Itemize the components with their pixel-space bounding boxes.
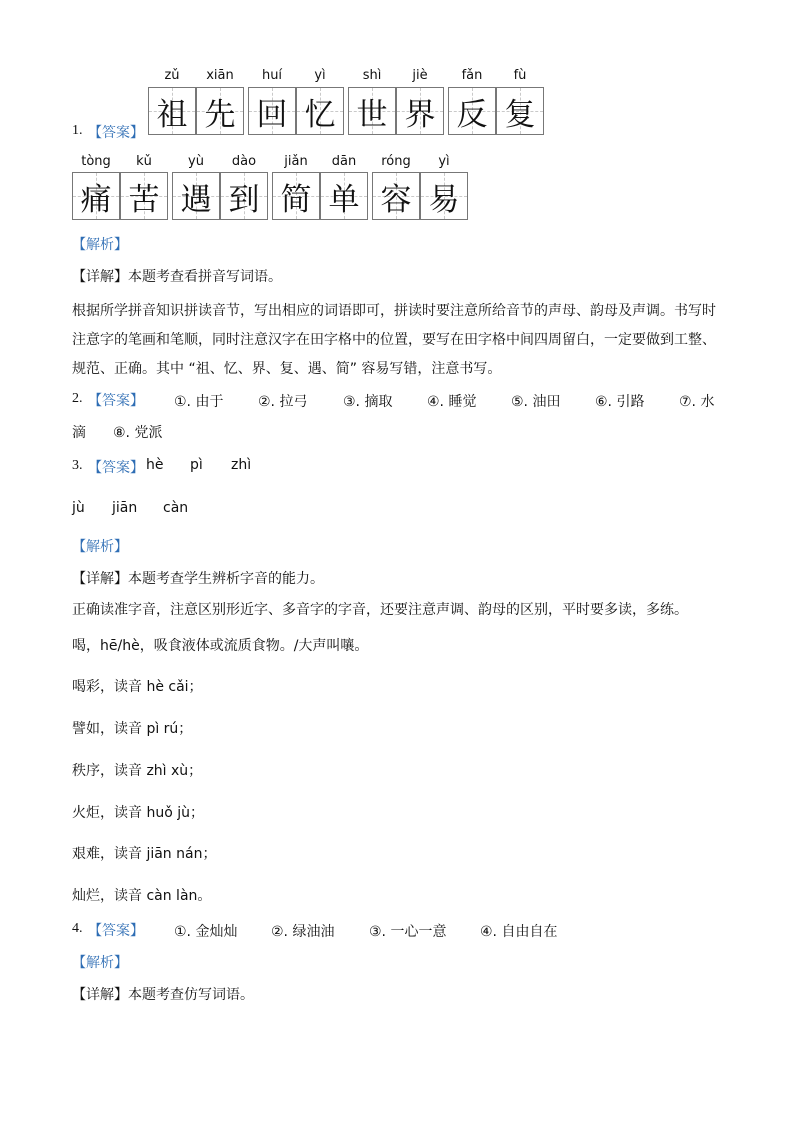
q3-item-2: 譬如，读音 pì rú；: [72, 721, 193, 737]
row1-pinyin-7: fǎn: [461, 68, 483, 83]
row1-char-cell-1: [148, 87, 196, 135]
row1-char-7: 反: [456, 96, 488, 133]
paragraph-1-line-3: 规范、正确。其中 “祖、忆、界、复、遇、简” 容易写错，注意书写。: [72, 361, 502, 377]
q3-pinyin-2: pì: [190, 457, 203, 473]
q2-option-7-cont: 滴: [72, 425, 86, 441]
row1-pinyin-2: xiān: [206, 68, 234, 83]
analysis-tag-3: 【解析】: [72, 539, 128, 555]
row1-char-6: 界: [404, 96, 436, 133]
detail-tag-1: 【详解】: [72, 269, 128, 285]
row2-pinyin-8: yì: [438, 154, 450, 169]
row2-pinyin-7: róng: [381, 154, 411, 169]
q2-option-2: ②. 拉弓: [258, 394, 308, 410]
q3-pinyin-4: jù: [72, 500, 85, 516]
row1-pinyin-6: jiè: [412, 68, 428, 83]
q3-pinyin-3: zhì: [231, 457, 252, 473]
q2-option-7: ⑦. 水: [679, 394, 715, 410]
row1-pinyin-4: yì: [314, 68, 326, 83]
q2-option-3: ③. 摘取: [343, 394, 393, 410]
row1-char-5: 世: [356, 96, 388, 133]
row2-pinyin-6: dān: [331, 154, 357, 169]
row2-char-cell-6: [320, 172, 368, 220]
q2-option-8: ⑧. 党派: [113, 425, 163, 441]
q3-item-3: 秩序，读音 zhì xù；: [72, 763, 203, 779]
q4-option-3: ③. 一心一意: [369, 924, 447, 940]
row2-char-2: 苦: [128, 181, 160, 218]
q3-pinyin-1: hè: [146, 457, 164, 473]
paragraph-3: 正确读准字音，注意区别形近字、多音字的字音，还要注意声调、韵母的区别，平时要多读，多练。: [72, 602, 688, 618]
detail-tag-4: 【详解】: [72, 987, 128, 1003]
question-2-number: 2.: [72, 391, 83, 406]
q3-item-5: 艰难，读音 jiān nán；: [72, 846, 217, 862]
q3-pinyin-5: jiān: [112, 500, 138, 516]
row1-char-cell-7: [448, 87, 496, 135]
detail-tag-3: 【详解】: [72, 571, 128, 587]
q3-item-4: 火炬，读音 huǒ jù；: [72, 805, 204, 821]
q4-option-1: ①. 金灿灿: [174, 924, 238, 940]
q4-option-4: ④. 自由自在: [480, 924, 558, 940]
row2-char-3: 遇: [180, 181, 212, 218]
row2-char-cell-3: [172, 172, 220, 220]
row2-pinyin-4: dào: [231, 154, 257, 169]
row1-char-cell-5: [348, 87, 396, 135]
note-3: 喝，hē/hè，吸食液体或流质食物。/大声叫嚷。: [72, 638, 369, 654]
row2-pinyin-1: tòng: [81, 154, 111, 169]
q4-option-2: ②. 绿油油: [271, 924, 335, 940]
row2-char-cell-7: [372, 172, 420, 220]
row1-char-cell-2: [196, 87, 244, 135]
detail-line-1: 【详解】本题考查看拼音写词语。: [72, 269, 282, 285]
row2-char-cell-8: [420, 172, 468, 220]
answer-tag-1: 【答案】: [88, 125, 144, 141]
question-1-number: 1.: [72, 123, 83, 138]
row2-char-4: 到: [228, 181, 260, 218]
row2-char-8: 易: [428, 181, 460, 218]
row1-char-cell-3: [248, 87, 296, 135]
question-4-number: 4.: [72, 921, 83, 936]
row1-char-cell-6: [396, 87, 444, 135]
analysis-tag-1: 【解析】: [72, 237, 128, 253]
row2-char-cell-5: [272, 172, 320, 220]
row1-char-2: 先: [204, 96, 236, 133]
row2-pinyin-2: kǔ: [136, 154, 152, 169]
row2-char-5: 简: [280, 181, 312, 218]
q3-item-1: 喝彩，读音 hè cǎi；: [72, 679, 203, 695]
row1-pinyin-5: shì: [362, 68, 382, 83]
row1-pinyin-8: fù: [513, 68, 527, 83]
q3-item-6: 灿烂，读音 càn làn。: [72, 888, 212, 904]
row2-pinyin-5: jiǎn: [284, 154, 308, 169]
question-3-number: 3.: [72, 458, 83, 473]
q3-pinyin-6: càn: [163, 500, 189, 516]
q2-option-1: ①. 由于: [174, 394, 224, 410]
row2-char-cell-4: [220, 172, 268, 220]
paragraph-1-line-1: 根据所学拼音知识拼读音节，写出相应的词语即可，拼读时要注意所给音节的声母、韵母及声调。书写时: [72, 303, 716, 319]
row1-char-4: 忆: [304, 96, 336, 133]
row2-char-cell-2: [120, 172, 168, 220]
paragraph-1-line-2: 注意字的笔画和笔顺，同时注意汉字在田字格中的位置，要写在田字格中间四周留白，一定要做到工整、: [72, 332, 716, 348]
row1-char-1: 祖: [156, 96, 188, 133]
row1-pinyin-1: zǔ: [164, 68, 180, 83]
detail-line-4: 【详解】本题考查仿写词语。: [72, 987, 254, 1003]
row1-char-cell-8: [496, 87, 544, 135]
answer-tag-4: 【答案】: [88, 923, 144, 939]
q2-option-6: ⑥. 引路: [595, 394, 645, 410]
row1-pinyin-3: huí: [261, 68, 283, 83]
row2-char-7: 容: [380, 181, 412, 218]
answer-tag-3: 【答案】: [88, 460, 144, 476]
q2-option-5: ⑤. 油田: [511, 394, 561, 410]
analysis-tag-4: 【解析】: [72, 955, 128, 971]
row2-char-1: 痛: [80, 181, 112, 218]
detail-line-3: 【详解】本题考查学生辨析字音的能力。: [72, 571, 324, 587]
answer-tag-2: 【答案】: [88, 393, 144, 409]
q2-option-4: ④. 睡觉: [427, 394, 477, 410]
row1-char-cell-4: [296, 87, 344, 135]
row2-char-cell-1: [72, 172, 120, 220]
row2-pinyin-3: yù: [188, 154, 204, 169]
row2-char-6: 单: [328, 181, 360, 218]
row1-char-8: 复: [504, 96, 536, 133]
row1-char-3: 回: [256, 96, 288, 133]
